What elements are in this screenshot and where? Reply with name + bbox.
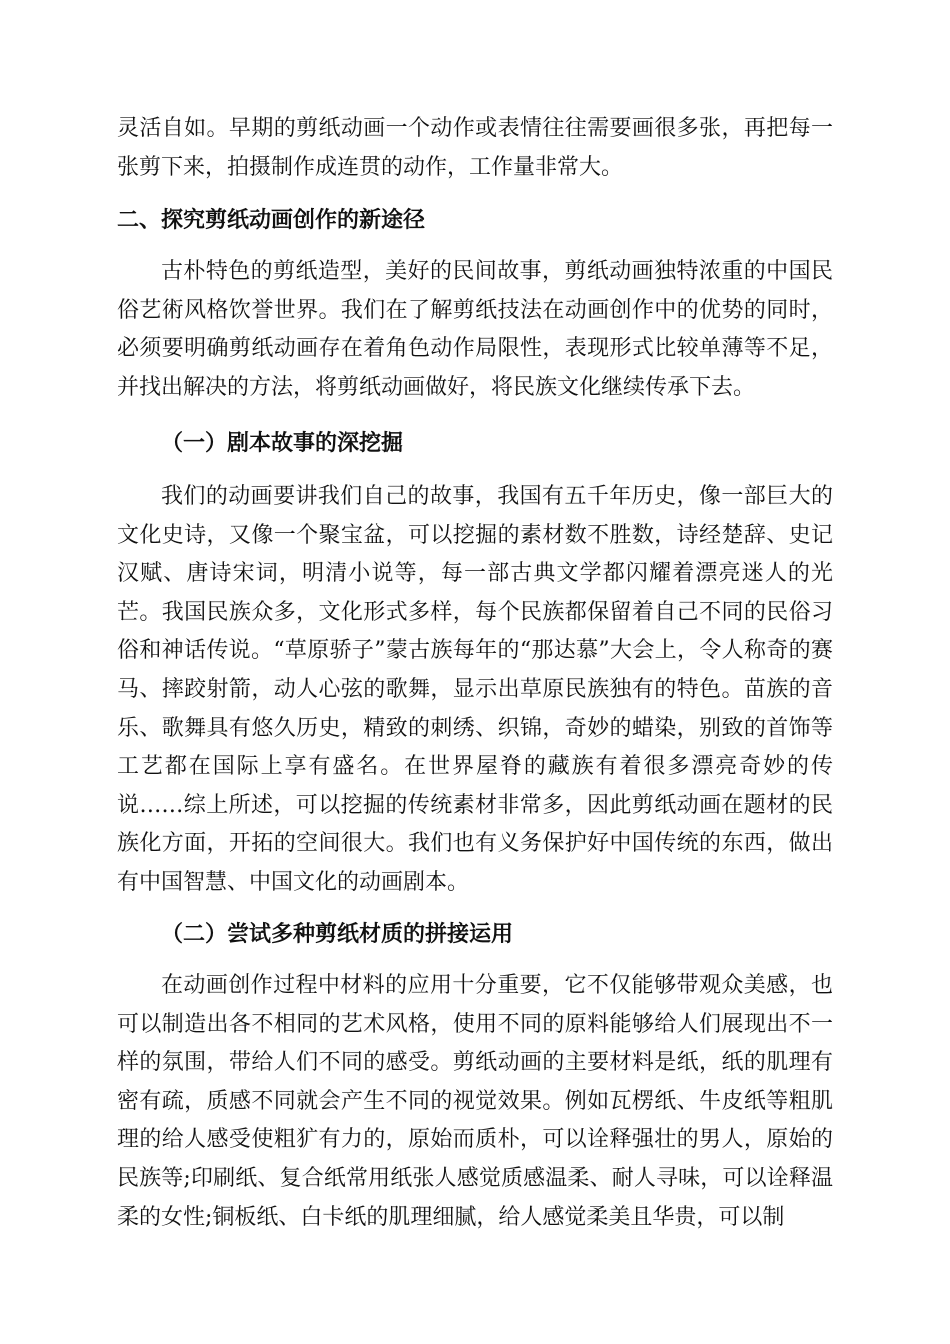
material-paragraph: 在动画创作过程中材料的应用十分重要，它不仅能够带观众美感，也可以制造出各不相同的艺术风格，使用不同的原料能够给人们展现出不一样的氛围，带给人们不同的感受。剪纸动画的主要材料是纸，纸的肌理有密有疏，质感不同就会产生不同的视觉效果。例如瓦楞纸、牛皮纸等粗肌理的给人感受使粗犷有力的，原始而质朴，可以诠释强壮的男人，原始的民族等;印刷纸、复合纸常用纸张人感觉质感温柔、耐人寻味，可以诠释温柔的女性;铜板纸、白卡纸的肌理细腻，给人感觉柔美且华贵，可以制 xyxy=(117,973,833,1230)
subsection-heading-1: （一）剧本故事的深挖掘 xyxy=(161,430,404,456)
section-heading: 二、探究剪纸动画创作的新途径 xyxy=(117,208,426,233)
story-paragraph: 我们的动画要讲我们自己的故事，我国有五千年历史，像一部巨大的文化史诗，又像一个聚宝盆，可以挖掘的素材数不胜数，诗经楚辞、史记汉赋、唐诗宋词，明清小说等，每一部古典文学都闪耀着漂亮迷人的光芒。我国民族众多，文化形式多样，每个民族都保留着自己不同的民俗习俗和神话传说。“草原骄子”蒙古族每年的“那达慕”大会上，令人称奇的赛马、摔跤射箭，动人心弦的歌舞，显示出草原民族独有的特色。苗族的音乐、歌舞具有悠久历史，精致的刺绣、织锦，奇妙的蜡染，别致的首饰等工艺都在国际上享有盛名。在世界屋脊的藏族有着很多漂亮奇妙的传说……综上所述，可以挖掘的传统素材非常多，因此剪纸动画在题材的民族化方面，开拓的空间很大。我们也有义务保护好中国传统的东西，做出有中国智慧、中国文化的动画剧本。 xyxy=(117,484,833,895)
continued-paragraph: 灵活自如。早期的剪纸动画一个动作或表情往往需要画很多张，再把每一张剪下来，拍摄制作成连贯的动作，工作量非常大。 xyxy=(117,116,833,180)
intro-paragraph: 古朴特色的剪纸造型，美好的民间故事，剪纸动画独特浓重的中国民俗艺術风格饮誉世界。我们在了解剪纸技法在动画创作中的优势的同时，必须要明确剪纸动画存在着角色动作局限性，表现形式比较单薄等不足，并找出解决的方法，将剪纸动画做好，将民族文化继续传承下去。 xyxy=(117,259,833,400)
subsection-heading-2: （二）尝试多种剪纸材质的拼接运用 xyxy=(161,921,514,947)
